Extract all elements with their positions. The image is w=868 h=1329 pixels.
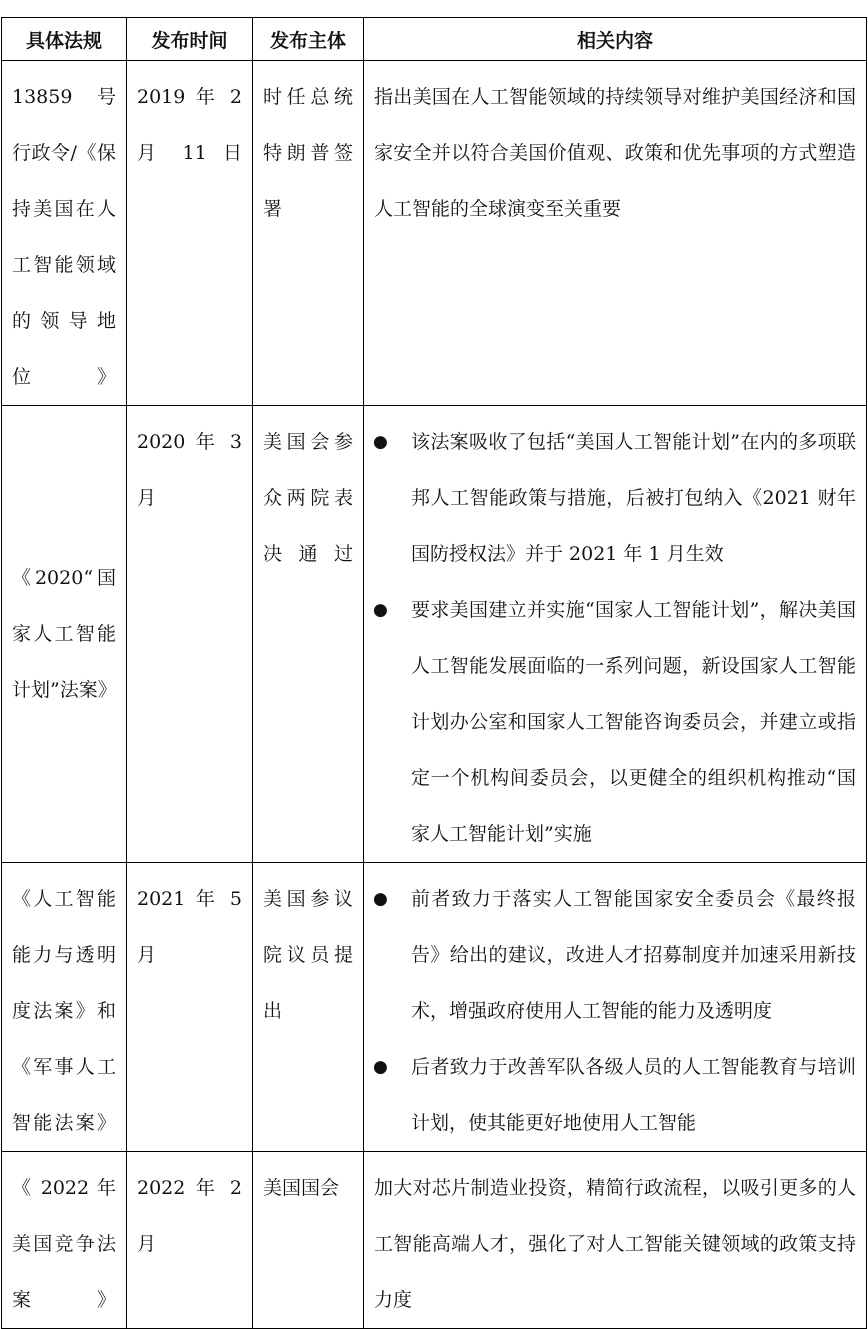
law-table xyxy=(1,17,867,1329)
table-row xyxy=(2,406,867,863)
bullet-icon: ● xyxy=(373,1057,388,1077)
bullet-icon: ● xyxy=(373,432,388,452)
publish-date: 2020 年 3 月 xyxy=(137,431,242,509)
content-bullets xyxy=(364,406,866,862)
issuer: 美国国会 xyxy=(263,1177,340,1199)
content-text: 指出美国在人工智能领域的持续领导对维护美国经济和国家安全并以符合美国价值观、政策和优先事项的方式塑造人工智能的全球演变至关重要 xyxy=(374,86,856,220)
bullet-text: 前者致力于落实人工智能国家安全委员会《最终报告》给出的建议，改进人才招募制度并加速采用新技术，增强政府使用人工智能的能力及透明度 xyxy=(411,888,856,1022)
issuer: 时任总统特朗普签署 xyxy=(263,86,353,220)
header-content: 相关内容 xyxy=(364,18,867,61)
bullet-text: 要求美国建立并实施“国家人工智能计划”，解决美国人工智能发展面临的一系列问题，新设国家人工智能计划办公室和国家人工智能咨询委员会，并建立或指定一个机构间委员会，以更健全的组织机构推动“国家人工智能计划”实施 xyxy=(411,599,856,845)
publish-date: 2021 年 5 月 xyxy=(137,888,242,966)
issuer: 美国会参众两院表决通过 xyxy=(263,431,353,565)
table-row xyxy=(2,863,867,1152)
law-name: 《 2022 年美国竞争法案》 xyxy=(12,1177,116,1311)
content-bullets xyxy=(364,863,866,1151)
bullet-item xyxy=(364,414,866,582)
bullet-text: 该法案吸收了包括“美国人工智能计划”在内的多项联邦人工智能政策与措施，后被打包纳入《2021 财年国防授权法》并于 2021 年 1 月生效 xyxy=(411,431,856,565)
bullet-icon: ● xyxy=(373,600,388,620)
law-name: 《2020“国家人工智能计划”法案》 xyxy=(12,567,117,701)
header-row xyxy=(2,18,867,61)
header-date: 发布时间 xyxy=(127,18,253,61)
publish-date: 2022 年 2 月 xyxy=(137,1177,242,1255)
table-row xyxy=(2,1152,867,1329)
bullet-text: 后者致力于改善军队各级人员的人工智能教育与培训计划，使其能更好地使用人工智能 xyxy=(411,1056,856,1134)
content-text: 加大对芯片制造业投资，精简行政流程，以吸引更多的人工智能高端人才，强化了对人工智能关键领域的政策支持力度 xyxy=(374,1177,856,1311)
bullet-item xyxy=(364,1039,866,1151)
header-issuer: 发布主体 xyxy=(253,18,364,61)
bullet-item xyxy=(364,582,866,862)
bullet-icon: ● xyxy=(373,889,388,909)
law-name: 13859 号行政令/《保持美国在人工智能领域的领导地位》 xyxy=(12,86,116,388)
table-row xyxy=(2,61,867,406)
publish-date: 2019 年 2 月 11 日 xyxy=(137,86,242,164)
header-law: 具体法规 xyxy=(2,18,127,61)
law-name: 《人工智能能力与透明度法案》和《军事人工智能法案》 xyxy=(12,888,116,1134)
bullet-item xyxy=(364,871,866,1039)
issuer: 美国参议院议员提出 xyxy=(263,888,353,1022)
